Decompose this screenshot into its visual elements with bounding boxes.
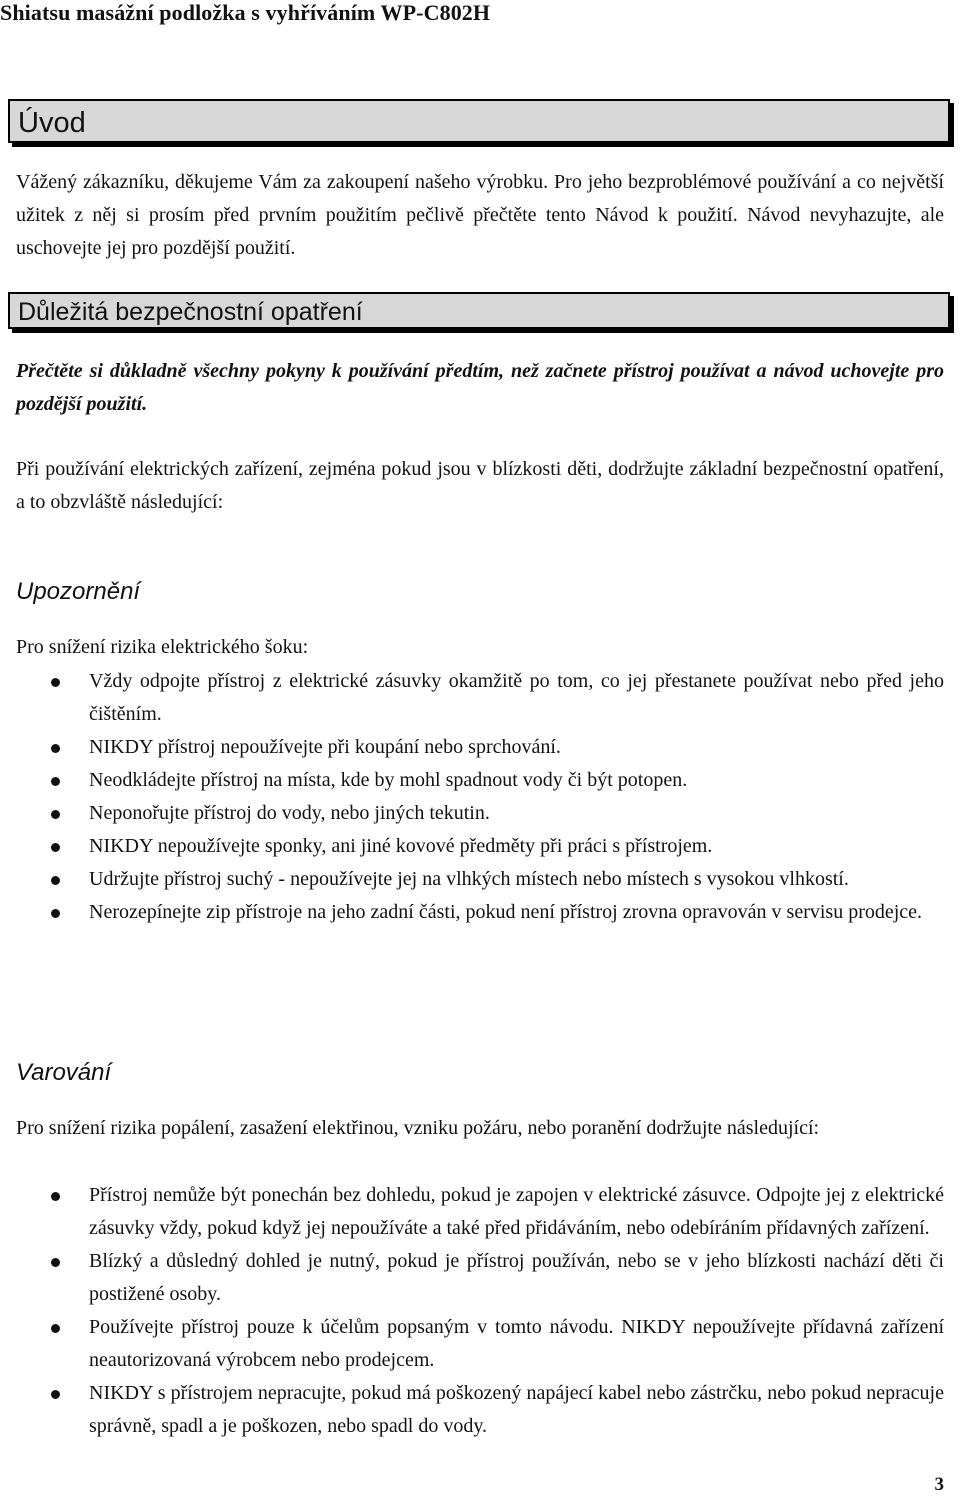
bullet-icon <box>51 810 60 819</box>
bullet-icon <box>51 843 60 852</box>
list-item: Blízký a důsledný dohled je nutný, pokud je přístroj používán, nebo se v jeho blízkosti nachází děti či postižené osoby. <box>0 1245 944 1311</box>
bullet-icon <box>51 744 60 753</box>
warning-heading: Varování <box>16 1059 112 1086</box>
caution-intro: Pro snížení rizika elektrického šoku: <box>16 636 309 658</box>
list-item: Udržujte přístroj suchý - nepoužívejte jej na vlhkých místech nebo místech s vysokou vlhkostí. <box>0 863 944 896</box>
bullet-icon <box>51 1192 60 1201</box>
safety-emphasis: Přečtěte si důkladně všechny pokyny k používání předtím, než začnete přístroj používat a návod uchovejte pro pozdější použití. <box>16 360 944 415</box>
intro-paragraph: Vážený zákazníku, děkujeme Vám za zakoupení našeho výrobku. Pro jeho bezproblémové používání a co největší užitek z něj si prosím před prvním použitím pečlivě přečtěte tento Návod k použití. Návod nevyhazujte, ale uschovejte jej pro pozdější použití. <box>16 171 944 259</box>
list-item: Nerozepínejte zip přístroje na jeho zadní části, pokud není přístroj zrovna opravován v servisu prodejce. <box>0 896 944 929</box>
bullet-icon <box>51 876 60 885</box>
page-number: 3 <box>934 1474 944 1495</box>
list-item: Neodkládejte přístroj na místa, kde by mohl spadnout vody či být potopen. <box>0 764 944 797</box>
list-item: Neponořujte přístroj do vody, nebo jiných tekutin. <box>0 797 944 830</box>
list-item: NIKDY s přístrojem nepracujte, pokud má poškozený napájecí kabel nebo zástrčku, nebo pokud nepracuje správně, spadl a je poškozen, nebo spadl do vody. <box>0 1377 944 1443</box>
warning-list <box>0 1179 944 1443</box>
list-item: Používejte přístroj pouze k účelům popsaným v tomto návodu. NIKDY nepoužívejte přídavná zařízení neautorizovaná výrobcem nebo prodejcem. <box>0 1311 944 1377</box>
bullet-icon <box>51 1390 60 1399</box>
list-item: Vždy odpojte přístroj z elektrické zásuvky okamžitě po tom, co jej přestanete používat nebo před jeho čištěním. <box>0 665 944 731</box>
warning-intro: Pro snížení rizika popálení, zasažení elektřinou, vzniku požáru, nebo poranění dodržujte následující: <box>16 1117 820 1139</box>
section-heading-intro: Úvod <box>8 99 950 143</box>
bullet-icon <box>51 777 60 786</box>
list-item: NIKDY nepoužívejte sponky, ani jiné kovové předměty při práci s přístrojem. <box>0 830 944 863</box>
list-item: Přístroj nemůže být ponechán bez dohledu, pokud je zapojen v elektrické zásuvce. Odpojte jej z elektrické zásuvky vždy, pokud když jej nepoužíváte a také před přidáváním, nebo odebíráním přídavných zařízení. <box>0 1179 944 1245</box>
caution-heading: Upozornění <box>16 578 141 605</box>
document-title: Shiatsu masážní podložka s vyhříváním WP-C802H <box>0 0 491 25</box>
bullet-icon <box>51 1324 60 1333</box>
bullet-icon <box>51 909 60 918</box>
section-heading-safety: Důležitá bezpečnostní opatření <box>8 292 950 329</box>
bullet-icon <box>51 1258 60 1267</box>
caution-list <box>0 665 944 929</box>
list-item: NIKDY přístroj nepoužívejte při koupání nebo sprchování. <box>0 731 944 764</box>
bullet-icon <box>51 678 60 687</box>
safety-paragraph: Při používání elektrických zařízení, zejména pokud jsou v blízkosti děti, dodržujte základní bezpečnostní opatření, a to obzvláště následující: <box>16 458 944 513</box>
